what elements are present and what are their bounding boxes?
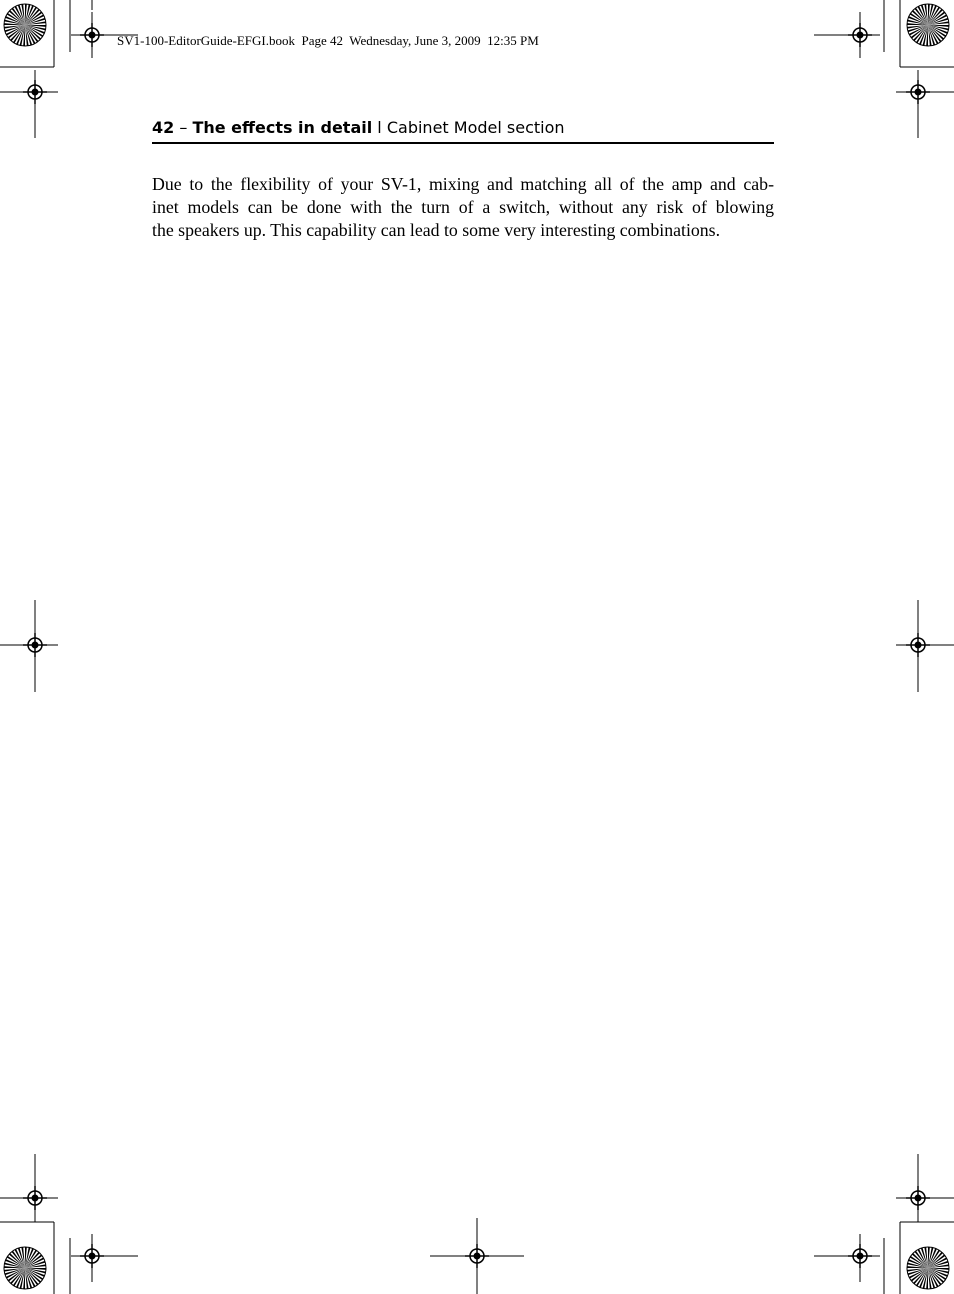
- section-title: Cabinet Model section: [386, 118, 565, 137]
- paragraph-line: Due to the flexibility of your SV-1, mixing and matching all of the amp and cab-: [152, 174, 774, 194]
- chapter-title: The effects in detail: [192, 118, 373, 137]
- crosshair-circle-icon: [80, 1244, 104, 1268]
- crosshair-circle-icon: [23, 633, 47, 657]
- crosshair-circle-icon: [23, 80, 47, 104]
- print-slug: SV1-100-EditorGuide-EFGI.book Page 42 Wednesday, June 3, 2009 12:35 PM: [117, 33, 539, 48]
- crosshair-circle-icon: [23, 1186, 47, 1210]
- paragraph-line: the speakers up. This capability can lead to some very interesting combinations.: [152, 220, 721, 240]
- header-rule: [152, 142, 774, 144]
- crosshair-circle-icon: [80, 23, 104, 47]
- paragraph-line: inet models can be done with the turn of a switch, without any risk of blowing: [152, 197, 774, 217]
- header-dash: –: [174, 118, 193, 137]
- starburst-icon: [907, 4, 949, 46]
- page-number: 42: [152, 118, 175, 137]
- starburst-icon: [4, 1247, 46, 1289]
- crosshair-circle-icon: [906, 80, 930, 104]
- crosshair-circle-icon: [906, 633, 930, 657]
- body-paragraph: [152, 173, 774, 242]
- crosshair-circle-icon: [465, 1244, 489, 1268]
- crosshair-circle-icon: [848, 1244, 872, 1268]
- starburst-icon: [4, 4, 46, 46]
- running-header: [152, 118, 774, 137]
- header-separator: l: [372, 118, 387, 137]
- crosshair-circle-icon: [906, 1186, 930, 1210]
- starburst-icon: [907, 1247, 949, 1289]
- crosshair-circle-icon: [848, 23, 872, 47]
